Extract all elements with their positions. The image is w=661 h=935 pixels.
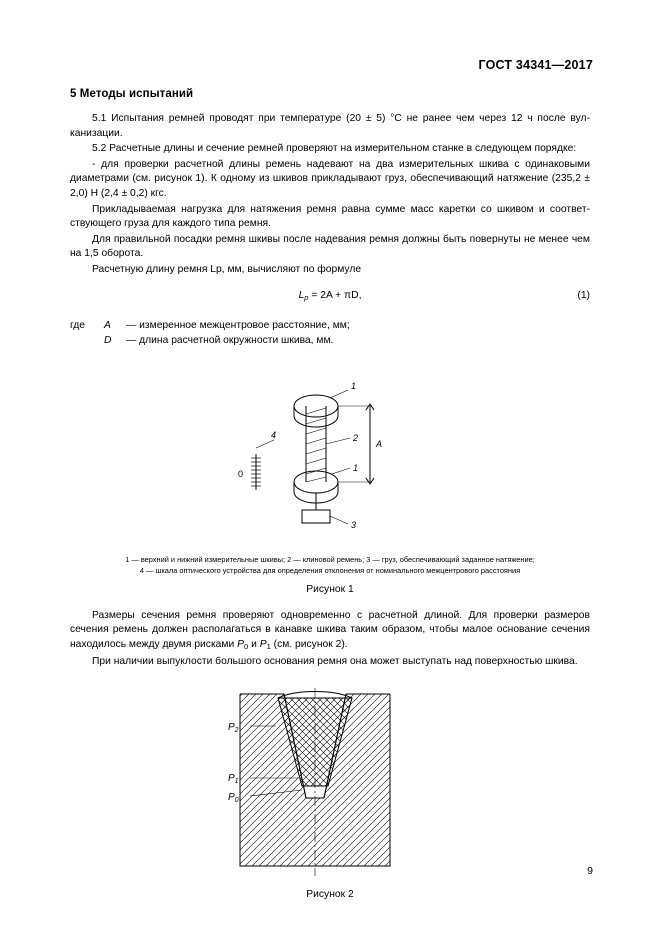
figure-2-label-p1: $P_1$ [228,772,239,785]
figure-2-caption: Рисунок 2 [306,888,354,900]
figure-2 [70,686,590,881]
figure-1-svg [220,358,440,548]
page-content [70,88,590,900]
paragraph-formula-intro-text: Расчетную длину ремня Lр, мм, вычисляют по формуле [92,263,362,275]
where-text-a: — измеренное межцентровое расстояние, мм; [126,319,350,331]
page-number: 9 [587,865,593,877]
paragraph-5-2: 5.2 Расчетные длины и сечение ремней проверяют на измерительном станке в следующем порядке: [92,143,577,155]
figure-2-label-p0-sub: 0 [234,796,239,804]
figure-1-drawing [220,358,440,548]
paragraph-section-check: Размеры сечения ремня проверяют одновременно с расчетной длиной. Для проверки размеров сечения ремень должен располагаться в канавке шкива таким образом, чтобы малое основание сечения находилось между двумя рисками $P_0$ и $P_1$ (см. рисунок 2). [70,609,590,651]
where-row-a [70,318,590,333]
formula-subscript: р [304,292,309,302]
formula-rhs: = 2A + πD, [308,289,362,301]
paragraph-convexity: При наличии выпуклости большого основания ремня она может выступать над поверхностью шкива. [92,656,578,668]
formula-row [70,290,590,308]
page-header: ГОСТ 34341—2017 [478,58,593,72]
figure-1-label-zero: 0 [238,468,244,479]
formula-number: (1) [577,289,590,301]
figure-1-label-belt: 2 [353,432,359,443]
where-row-d [70,333,590,348]
figure-2-label-p2: $P_2$ [228,721,239,734]
figure-1-label-top-pulley: 1 [351,380,357,391]
figure-2-drawing [180,686,480,881]
figure-1-legend-line-1: 1 — верхний и нижний измерительные шкивы; 2 — клиновой ремень; 3 — груз, обеспечивающий заданное натяжение; [125,554,535,564]
figure-2-label-p1-sub: 1 [234,777,239,785]
where-label: где [70,319,86,331]
figure-1-caption: Рисунок 1 [306,583,354,595]
paragraph-5-1: 5.1 Испытания ремней проводят при температуре (20 ± 5) °С не ранее чем через 12 ч после вулканизации. [70,113,590,139]
section-title: 5 Методы испытаний [70,88,194,100]
figure-1-label-bottom-pulley: 1 [353,462,359,473]
figure-1-label-load: 3 [351,519,357,530]
paragraph-load: Прикладываемая нагрузка для натяжения ремня равна сумме масс каретки со шкивом и соответствующего груза для каждого типа ремня. [70,203,590,230]
figure-2-svg [180,686,480,881]
figure-2-label-p0: $P_0$ [228,791,239,804]
where-symbol-d: D [104,334,112,346]
where-symbol-a: A [104,319,111,331]
figure-1 [70,358,590,548]
figure-2-label-p2-sub: 2 [234,726,239,734]
paragraph-rotation: Для правильной посадки ремня шкивы после надевания ремня должны быть повернуты не менее чем на 1,5 оборота. [70,233,590,260]
paragraph-formula-intro [70,263,590,278]
formula-expression [299,290,362,302]
paragraph-dash-item: - для проверки расчетной длины ремень надевают на два измерительных шкива с одинаковыми диаметрами (см. рисунок 1). К одному из шкивов прикладывают груз, обеспечивающий натяжение (235,2 ± 2,0) Н (2,4 ± 0,2) кгс. [70,158,590,199]
formula-lhs: L [298,289,305,301]
figure-1-label-dimension: A [376,438,383,449]
figure-1-legend [70,554,590,576]
where-block [70,318,590,348]
figure-1-label-scale: 4 [271,429,277,440]
figure-1-legend-line-2: 4 — шкала оптического устройства для определения отклонения от номинального межцентрового расстояния [139,565,521,575]
where-text-d: — длина расчетной окружности шкива, мм. [126,334,334,346]
